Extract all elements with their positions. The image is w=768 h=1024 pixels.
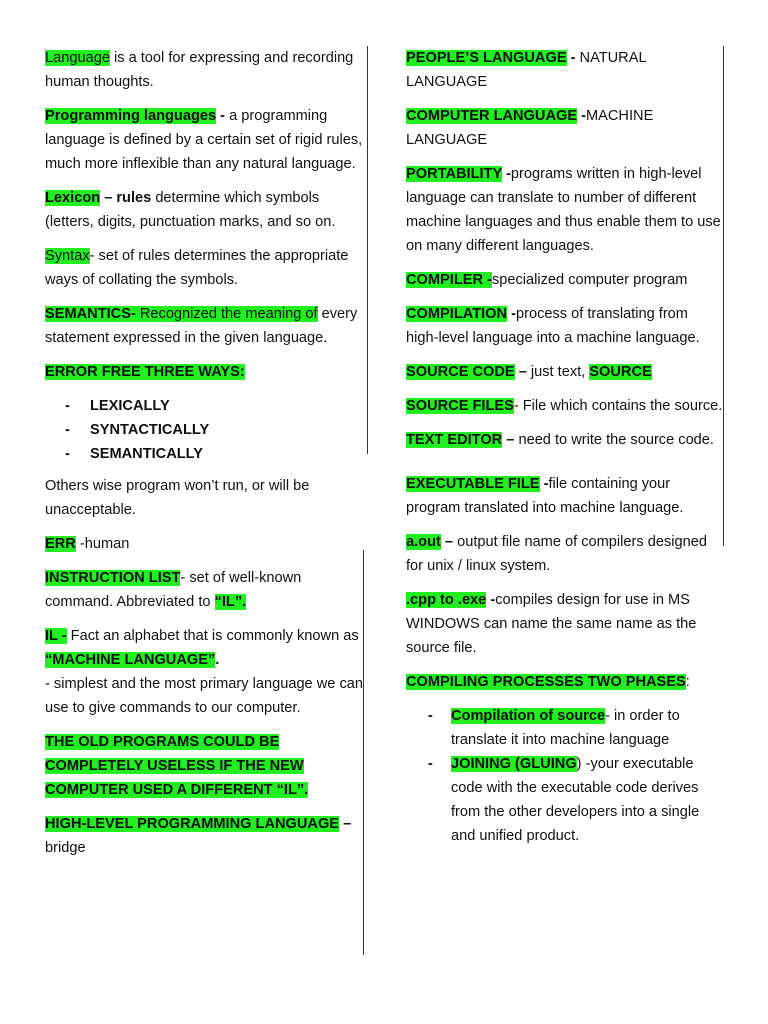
term-syntax: Syntax [45, 248, 90, 264]
term-lexicon: Lexicon [45, 190, 101, 206]
paragraph-il: IL - Fact an alphabet that is commonly known as “MACHINE LANGUAGE”. - simplest and the most primary language we can use to give commands to our computer. [45, 628, 363, 716]
column-divider-upper [367, 46, 368, 454]
paragraph-otherwise: Others wise program won’t run, or will be unacceptable. [45, 478, 310, 518]
term-executable-file: EXECUTABLE FILE [406, 476, 540, 492]
paragraph-text-editor: TEXT EDITOR – need to write the source code. [406, 432, 714, 448]
paragraph-compiler: COMPILER -specialized computer program [406, 272, 688, 288]
term-instruction-list: INSTRUCTION LIST [45, 570, 181, 586]
paragraph-source-code: SOURCE CODE – just text, SOURCE [406, 364, 652, 380]
error-heading: ERROR FREE THREE WAYS: [45, 364, 245, 380]
term-text-editor: TEXT EDITOR [406, 432, 503, 448]
term-computer-language: COMPUTER LANGUAGE [406, 108, 578, 124]
term-il: IL - [45, 628, 67, 644]
term-source-files: SOURCE FILES [406, 398, 514, 414]
list-item: - Compilation of source- in order to translate it into machine language [406, 704, 724, 752]
paragraph-syntax: Syntax- set of rules determines the appropriate ways of collating the symbols. [45, 248, 349, 288]
term-high-level: HIGH-LEVEL PROGRAMMING LANGUAGE [45, 816, 340, 832]
paragraph-portability: PORTABILITY -programs written in high-level language can translate to number of different machine languages and thus enable them to use on many different languages. [406, 166, 721, 254]
paragraph-instruction-list: INSTRUCTION LIST- set of well-known command. Abbreviated to “IL”. [45, 570, 302, 610]
paragraph-a-out: a.out – output file name of compilers designed for unix / linux system. [406, 534, 707, 574]
list-item: - SEMANTICALLY [45, 442, 367, 466]
paragraph-compiling-processes: COMPILING PROCESSES TWO PHASES: [406, 674, 690, 690]
term-compiling-processes: COMPILING PROCESSES TWO PHASES [406, 674, 686, 690]
term-cpp-to-exe: .cpp to .exe [406, 592, 487, 608]
paragraph-source-files: SOURCE FILES- File which contains the source. [406, 398, 723, 414]
term-compiler: COMPILER - [406, 272, 492, 288]
paragraph-compilation: COMPILATION -process of translating from high-level language into a machine language. [406, 306, 700, 346]
paragraph-err: ERR -human [45, 536, 130, 552]
list-item: - LEXICALLY [45, 394, 367, 418]
term-portability: PORTABILITY [406, 166, 502, 182]
left-column [45, 46, 367, 870]
list-item: - JOINING (GLUING) -your executable code with the executable code derives from the other developers into a single and unified product. [406, 752, 724, 848]
paragraph-semantics: SEMANTICS- Recognized the meaning of every statement expressed in the given language. [45, 306, 358, 346]
right-column [406, 46, 724, 856]
term-compilation: COMPILATION [406, 306, 508, 322]
paragraph-executable-file: EXECUTABLE FILE -file containing your program translated into machine language. [406, 476, 684, 516]
paragraph-lexicon: Lexicon – rules determine which symbols (letters, digits, punctuation marks, and so on. [45, 190, 336, 230]
term-peoples-language: PEOPLE’S LANGUAGE [406, 50, 567, 66]
term-a-out: a.out [406, 534, 441, 550]
paragraph-old-programs: THE OLD PROGRAMS COULD BE COMPLETELY USELESS IF THE NEW COMPUTER USED A DIFFERENT “IL”. [45, 734, 309, 798]
paragraph-high-level: HIGH-LEVEL PROGRAMMING LANGUAGE – bridge [45, 816, 352, 856]
term-source-code: SOURCE CODE [406, 364, 515, 380]
term-semantics: SEMANTICS- [45, 306, 136, 322]
term-programming-languages: Programming languages [45, 108, 217, 124]
paragraph-peoples-language: PEOPLE’S LANGUAGE - NATURAL LANGUAGE [406, 50, 647, 90]
phases-list [406, 704, 724, 848]
term-err: ERR [45, 536, 76, 552]
paragraph-language: Language is a tool for expressing and recording human thoughts. [45, 50, 354, 90]
paragraph-computer-language: COMPUTER LANGUAGE -MACHINE LANGUAGE [406, 108, 654, 148]
list-item: - SYNTACTICALLY [45, 418, 367, 442]
paragraph-programming-languages: Programming languages - a programming language is defined by a certain set of rigid rules, much more inflexible than any natural language. [45, 108, 363, 172]
paragraph-cpp-to-exe: .cpp to .exe -compiles design for use in MS WINDOWS can name the same name as the source file. [406, 592, 697, 656]
term-language: Language [45, 50, 110, 66]
error-ways-list [45, 394, 367, 466]
